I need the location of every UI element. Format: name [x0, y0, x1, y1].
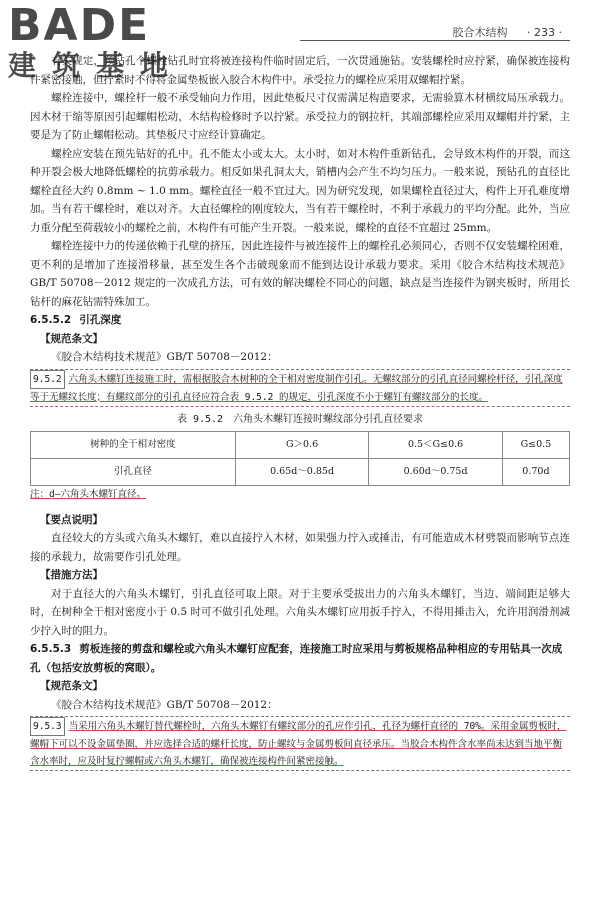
table-cell: 0.5＜G≤0.6	[369, 432, 503, 459]
page-header	[437, 24, 562, 40]
code-source: 《胶合木结构技术规范》GB/T 50708－2012：	[51, 351, 278, 363]
quote-ref: 9.5.3	[30, 717, 65, 736]
table-note: 注：d—六角头木螺钉直径。	[30, 489, 146, 500]
table-cell: 0.60d～0.75d	[369, 459, 503, 486]
logo-text: BADE	[8, 0, 151, 51]
label-code: 【规范条文】	[40, 332, 103, 345]
section-heading-6552	[30, 311, 570, 330]
quote-text: 当采用六角头木螺钉替代螺栓时，六角头木螺钉有螺纹部分的孔应作引孔，孔径为螺杆直径的 70%。采用金属剪板时，螺帽下可以不设金属垫圈，并应选择合适的螺杆长度，防止螺纹与金属剪板间直径承压。当胶合木构件含水率尚未达到当地平衡含水率时，应及时复拧螺帽或六角头木螺钉，确保被连接构件间紧密接触。	[30, 721, 567, 767]
table-cell: 树种的全干相对密度	[31, 432, 236, 459]
code-source: 《胶合木结构技术规范》GB/T 50708－2012：	[51, 698, 278, 711]
table-cell: G＞0.6	[235, 432, 369, 459]
section-number: 6.5.5.2	[30, 314, 72, 326]
book-title: 胶合木结构	[452, 26, 508, 39]
section-title: 引孔深度	[79, 314, 122, 326]
logo-subtext: 建筑基地	[8, 49, 185, 82]
paragraph: 直径较大的方头或六角头木螺钉，难以直接拧入木材，如果强力拧入或捶击，有可能造成木材劈裂而影响节点连接的承载力，故需要作引孔处理。	[30, 532, 570, 563]
code-quote	[30, 369, 570, 407]
paragraph: 螺栓连接中，螺栓杆一般不承受轴向力作用，因此垫板尺寸仅需满足构造要求，无需验算木材横纹局压承载力。因木材干缩等原因引起螺帽松动，木结构检修时予以拧紧。承受拉力的钢拉杆，其端部螺栓应采用双螺帽并拧紧，主要是为了防止螺帽松动。其垫板尺寸应经计算确定。	[30, 92, 570, 141]
label-code: 【规范条文】	[40, 680, 103, 692]
page-number: · 233 ·	[527, 26, 562, 39]
section-number: 6.5.5.3	[30, 643, 72, 655]
table-row	[31, 432, 570, 459]
table-cell: 0.70d	[502, 459, 569, 486]
paragraph: 有关规定，预钻孔个螺栓钻孔时宜将被连接构件临时固定后，一次贯通施钻。安装螺栓时应拧紧，确保被连接构件紧密接触，但拧紧时不得将金属垫板嵌入胶合木构件中。承受拉力的螺栓应采用双螺帽拧紧。	[30, 55, 570, 86]
label-measure: 【措施方法】	[40, 569, 103, 581]
header-divider	[300, 40, 570, 41]
paragraph: 螺栓连接中力的传递依赖于孔壁的挤压，因此连接件与被连接件上的螺栓孔必须同心，否则不仅安装螺栓困难，更不利的是增加了连接滑移量，甚至发生各个击破现象而不能到达设计承载力要求。采用《胶合木结构技术规范》GB/T 50708－2012 规定的一次成孔方法，可有效的解决螺栓不同心的问题，缺点是当连接件为钢夹板时，所用长钻杆的麻花钻需特殊加工。	[30, 240, 570, 308]
paragraph: 螺栓应安装在预先钻好的孔中。孔不能太小或太大。太小时，如对木构件重新钻孔，会导致木构件的开裂，而这种开裂会极大地降低螺栓的抗剪承载力。相反如果孔洞太大，销槽内会产生不均匀压力。一般来说，预钻孔的直径比螺栓直径大约 0.8mm ~ 1.0 mm。螺栓直径一般不宜过大。因为研究发现，如果螺栓直径过大，构件上开孔难度增加。当有若干螺栓时，难以对齐。大直径螺栓的刚度较大，当有若干螺栓时，不利于承载力的平均分配。此外，当应力重分配至荷载较小的螺栓之前，木构件有可能产生开裂。一般来说，螺栓的直径不宜超过 25mm。	[30, 147, 570, 234]
code-quote	[30, 716, 570, 771]
table-cell: G≤0.5	[502, 432, 569, 459]
section-title: 剪板连接的剪盘和螺栓或六角头木螺钉应配套，连接施工时应采用与剪板规格品种相应的专用钻具一次成孔（包括安放剪板的窝眼）。	[30, 643, 563, 674]
table-cell: 引孔直径	[31, 459, 236, 486]
section-heading-6553	[30, 640, 570, 677]
requirements-table	[30, 431, 570, 486]
paragraph: 对于直径大的六角头木螺钉，引孔直径可取上限。对于主要承受拔出力的六角头木螺钉，当边、端间距足够大时，在树种全干相对密度小于 0.5 时可不做引孔处理。六角头木螺钉应用扳手拧入，不得用捶击入，允许用润滑剂减少拧入时的阻力。	[30, 587, 570, 637]
quote-text: 六角头木螺钉连接施工时，需根据胶合木树种的全干相对密度制作引孔。无螺纹部分的引孔直径同螺栓杆径，引孔深度等于无螺纹长度；有螺纹部分的引孔直径应符合表 9.5.2 的规定，引孔深度不小于螺钉有螺纹部分的长度。	[30, 373, 563, 403]
quote-ref: 9.5.2	[30, 370, 65, 389]
table-caption: 表 9.5.2 六角头木螺钉连接时螺纹部分引孔直径要求	[176, 413, 424, 425]
table-row	[31, 459, 570, 486]
label-explain: 【要点说明】	[40, 513, 103, 526]
table-cell: 0.65d～0.85d	[235, 459, 369, 486]
page-body	[30, 52, 570, 775]
